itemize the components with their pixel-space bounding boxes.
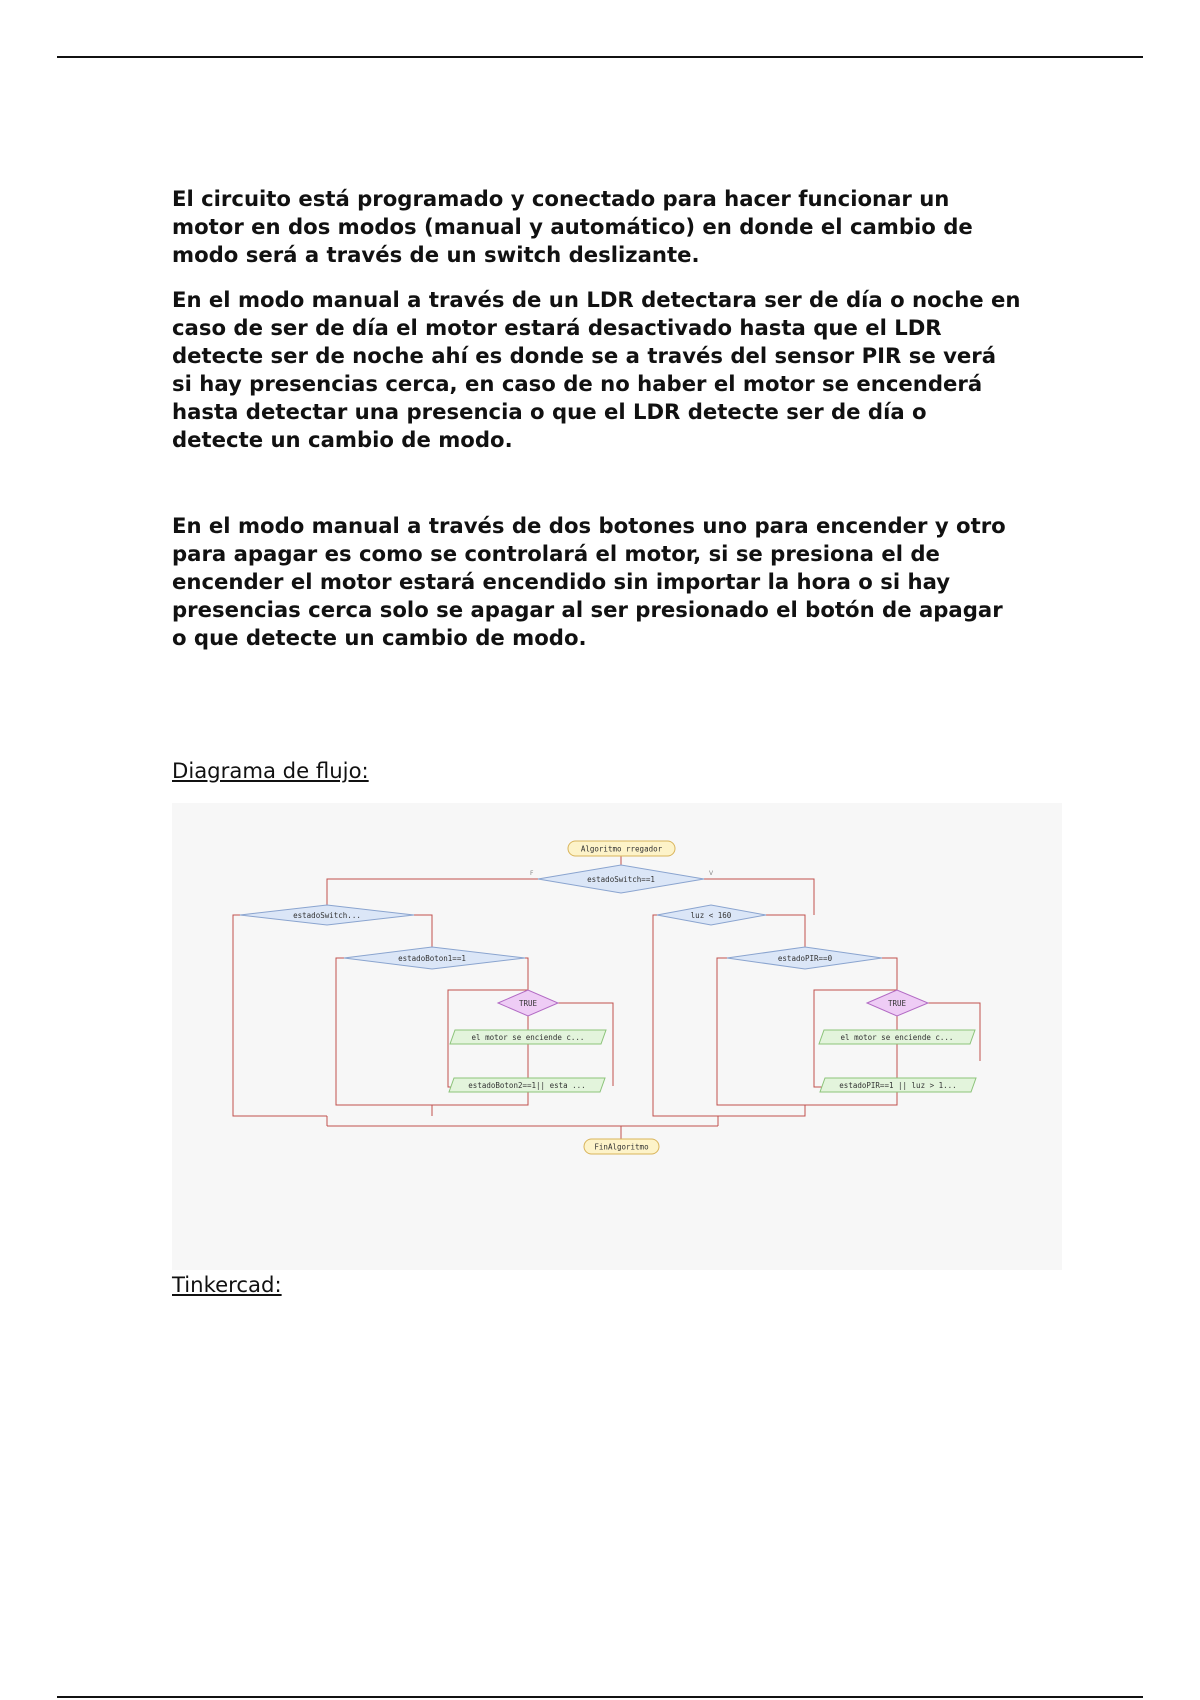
flowchart-decision-switch-label: estadoSwitch... <box>293 911 361 920</box>
flowchart-connectors <box>233 855 980 1139</box>
flowchart-end-label: FinAlgoritmo <box>594 1142 649 1152</box>
flowchart-decision-main <box>530 865 714 893</box>
flowchart-decision-pir <box>727 947 882 969</box>
paragraph-automatic-mode: En el modo manual a través de un LDR detectara ser de día o noche en caso de ser de día el motor estará desactivado hasta que el LDR detecte ser de noche ahí es donde se a través del sensor PIR se verá si hay presencias cerca, en caso de no haber el motor se encenderá hasta detectar una presencia o que el LDR detecte ser de día o detecte un cambio de modo. <box>172 287 1021 452</box>
flowchart-figure <box>172 803 1062 1270</box>
flowchart-action-right <box>819 1030 975 1044</box>
flowchart-decision-luz <box>657 905 766 925</box>
flowchart-loop-left-label: TRUE <box>518 999 538 1008</box>
paragraph-intro: El circuito está programado y conectado para hacer funcionar un motor en dos modos (manual y automático) en donde el cambio de modo será a través de un switch deslizante. <box>172 186 973 267</box>
flowchart-end <box>584 1139 659 1154</box>
flowchart-cond-left <box>449 1078 605 1092</box>
paragraph-manual-mode: En el modo manual a través de dos botones uno para encender y otro para apagar es como se controlará el motor, si se presiona el de encender el motor estará encendido sin importar la hora o si hay presencias cerca solo se apagar al ser presionado el botón de apagar o que detecte un cambio de modo. <box>172 513 1006 650</box>
flowchart-action-left <box>450 1030 606 1044</box>
flowchart-loop-left <box>498 990 558 1016</box>
flowchart-decision-boton1-label: estadoBoton1==1 <box>398 954 466 963</box>
flowchart-action-left-label: el motor se enciende c... <box>471 1033 585 1042</box>
flowchart-loop-right <box>867 990 928 1016</box>
flowchart-cond-right-label: estadoPIR==1 || luz > 1... <box>839 1081 957 1090</box>
flowchart-label-true-main: V <box>709 870 714 877</box>
flowchart-start <box>568 841 675 856</box>
flowchart-decision-pir-label: estadoPIR==0 <box>777 954 833 963</box>
flowchart-decision-boton1 <box>344 947 525 969</box>
footer-rule <box>57 1696 1143 1698</box>
flowchart-start-label: Algoritmo rregador <box>580 844 663 854</box>
heading-tinkercad: Tinkercad: <box>172 1272 282 1297</box>
flowchart-decision-luz-label: luz < 160 <box>690 911 732 920</box>
flowchart-decision-switch <box>240 905 414 925</box>
flowchart-decision-main-label: estadoSwitch==1 <box>587 875 655 884</box>
flowchart-cond-left-label: estadoBoton2==1|| esta ... <box>468 1081 586 1090</box>
flowchart-label-false-main: F <box>530 870 534 877</box>
flowchart-svg <box>172 803 1062 1270</box>
flowchart-loop-right-label: TRUE <box>887 999 907 1008</box>
flowchart-cond-right <box>820 1078 976 1092</box>
heading-flow-diagram: Diagrama de flujo: <box>172 758 369 783</box>
header-rule <box>57 56 1143 58</box>
flowchart-action-right-label: el motor se enciende c... <box>840 1033 954 1042</box>
